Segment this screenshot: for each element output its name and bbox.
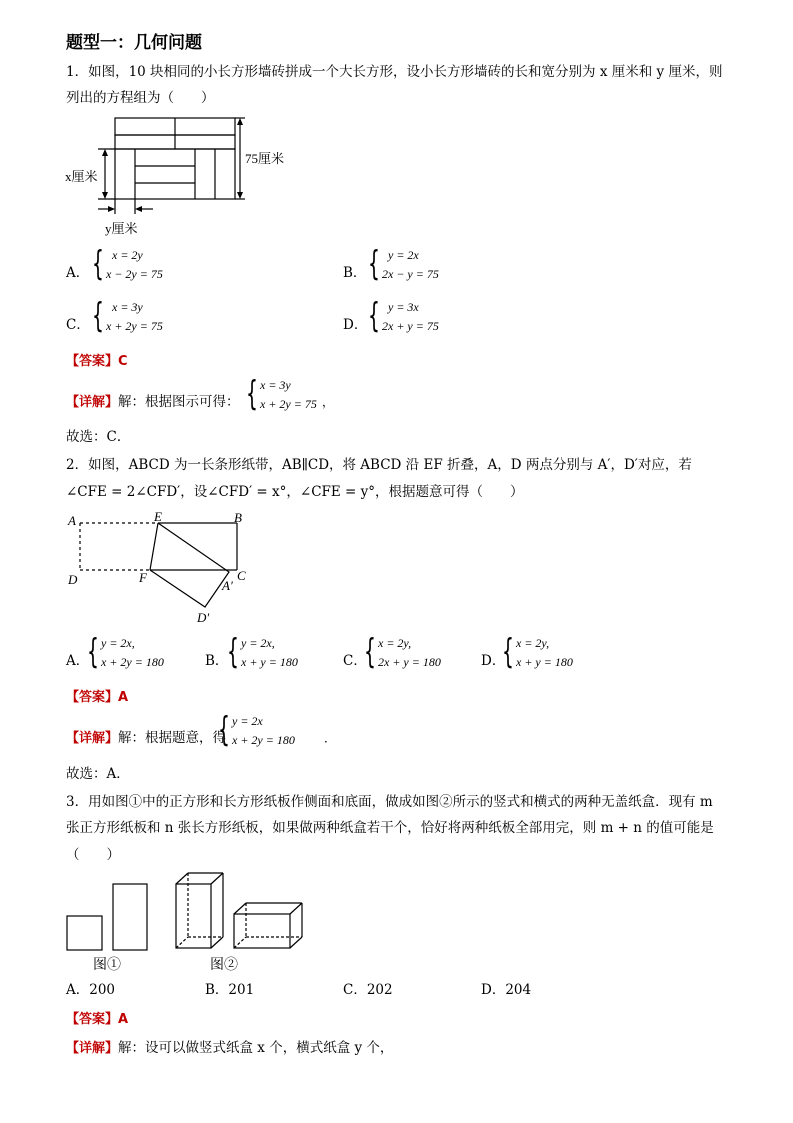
q2-fold-figure <box>62 508 262 633</box>
q2-detail-system: { y = 2x x + 2y = 180 ． <box>218 710 337 750</box>
q1-fig-x-label: x厘米 <box>65 169 98 184</box>
q2-option-a-system: { y = 2x, x + 2y = 180 <box>87 632 164 672</box>
q2-option-b-label: B． <box>205 653 229 669</box>
q2-option-a-label: A． <box>66 653 90 669</box>
q1-brick-figure <box>60 112 300 242</box>
q3-option-d: D．204 <box>481 982 532 998</box>
q2-fig-D-prime: D′ <box>197 610 210 625</box>
q3-stem-line2: 张正方形纸板和 n 张长方形纸板，如果做两种纸盒若干个，恰好将两种纸板全部用完，则 m + n 的值可能是 <box>66 820 714 836</box>
q2-stem-line2: ∠CFE = 2∠CFD′，设∠CFD′ = x°，∠CFE = y°，根据题意可得（ ） <box>66 484 524 500</box>
q2-option-c-label: C． <box>343 653 367 669</box>
q3-answer: 【答案】A <box>66 1012 129 1027</box>
q2-option-b-system: { y = 2x, x + y = 180 <box>227 632 298 672</box>
q1-option-b-label: B． <box>343 265 367 281</box>
q3-stem-line3: （ ） <box>66 847 120 863</box>
q2-fig-F: F <box>139 570 147 585</box>
q1-fig-75-label: 75厘米 <box>245 151 285 166</box>
q2-stem-line1: 2．如图，ABCD 为一长条形纸带，AB∥CD，将 ABCD 沿 EF 折叠，A，D 两点分别与 A′，D′对应，若 <box>66 457 692 473</box>
q1-detail-system: { x = 3y x + 2y = 75 ， <box>246 374 335 414</box>
q2-fig-A-prime: A′ <box>222 578 233 593</box>
q3-stem-line1: 3．用如图①中的正方形和长方形纸板作侧面和底面，做成如图②所示的竖式和横式的两种无盖纸盒．现有 m <box>66 794 713 810</box>
q1-option-c-label: C． <box>66 317 90 333</box>
q3-detail: 【详解】解：设可以做竖式纸盒 x 个，横式纸盒 y 个， <box>66 1040 394 1056</box>
q3-fig2-label: 图② <box>210 958 238 973</box>
q1-stem-line1: 1．如图，10 块相同的小长方形墙砖拼成一个大长方形，设小长方形墙砖的长和宽分别为 x 厘米和 y 厘米，则 <box>66 64 723 80</box>
q2-option-d-system: { x = 2y, x + y = 180 <box>502 632 573 672</box>
q2-fig-D: D <box>68 572 78 587</box>
q3-option-c: C．202 <box>343 982 393 998</box>
q2-answer: 【答案】A <box>66 690 129 705</box>
q2-fig-C: C <box>237 568 246 583</box>
q2-choose: 故选：A． <box>66 766 130 782</box>
q1-option-b-system: { y = 2x 2x − y = 75 <box>368 244 439 284</box>
q3-option-a: A．200 <box>66 982 116 998</box>
q2-fig-B: B <box>234 510 242 525</box>
q1-detail: 【详解】解：根据图示可得： <box>66 394 240 410</box>
q2-option-c-system: { x = 2y, 2x + y = 180 <box>364 632 441 672</box>
q1-option-a-system: { x = 2y x − 2y = 75 <box>92 244 163 284</box>
q2-fig-A: A <box>68 513 76 528</box>
q2-detail: 【详解】解：根据题意，得 <box>66 730 227 746</box>
q2-fig-E: E <box>154 509 162 524</box>
q1-option-d-label: D． <box>343 317 368 333</box>
q3-option-b: B．201 <box>205 982 255 998</box>
q1-option-a-label: A． <box>66 265 90 281</box>
q1-option-c-system: { x = 3y x + 2y = 75 <box>92 296 163 336</box>
q3-fig1-label: 图① <box>93 958 121 973</box>
q1-stem-line2: 列出的方程组为（ ） <box>66 90 215 106</box>
q3-boxes-figure <box>62 868 312 978</box>
q2-option-d-label: D． <box>481 653 506 669</box>
q1-fig-y-label: y厘米 <box>105 221 138 236</box>
section-title: 题型一：几何问题 <box>66 33 202 53</box>
q1-choose: 故选：C． <box>66 429 131 445</box>
q1-option-d-system: { y = 3x 2x + y = 75 <box>368 296 439 336</box>
q1-answer: 【答案】C <box>66 354 128 369</box>
